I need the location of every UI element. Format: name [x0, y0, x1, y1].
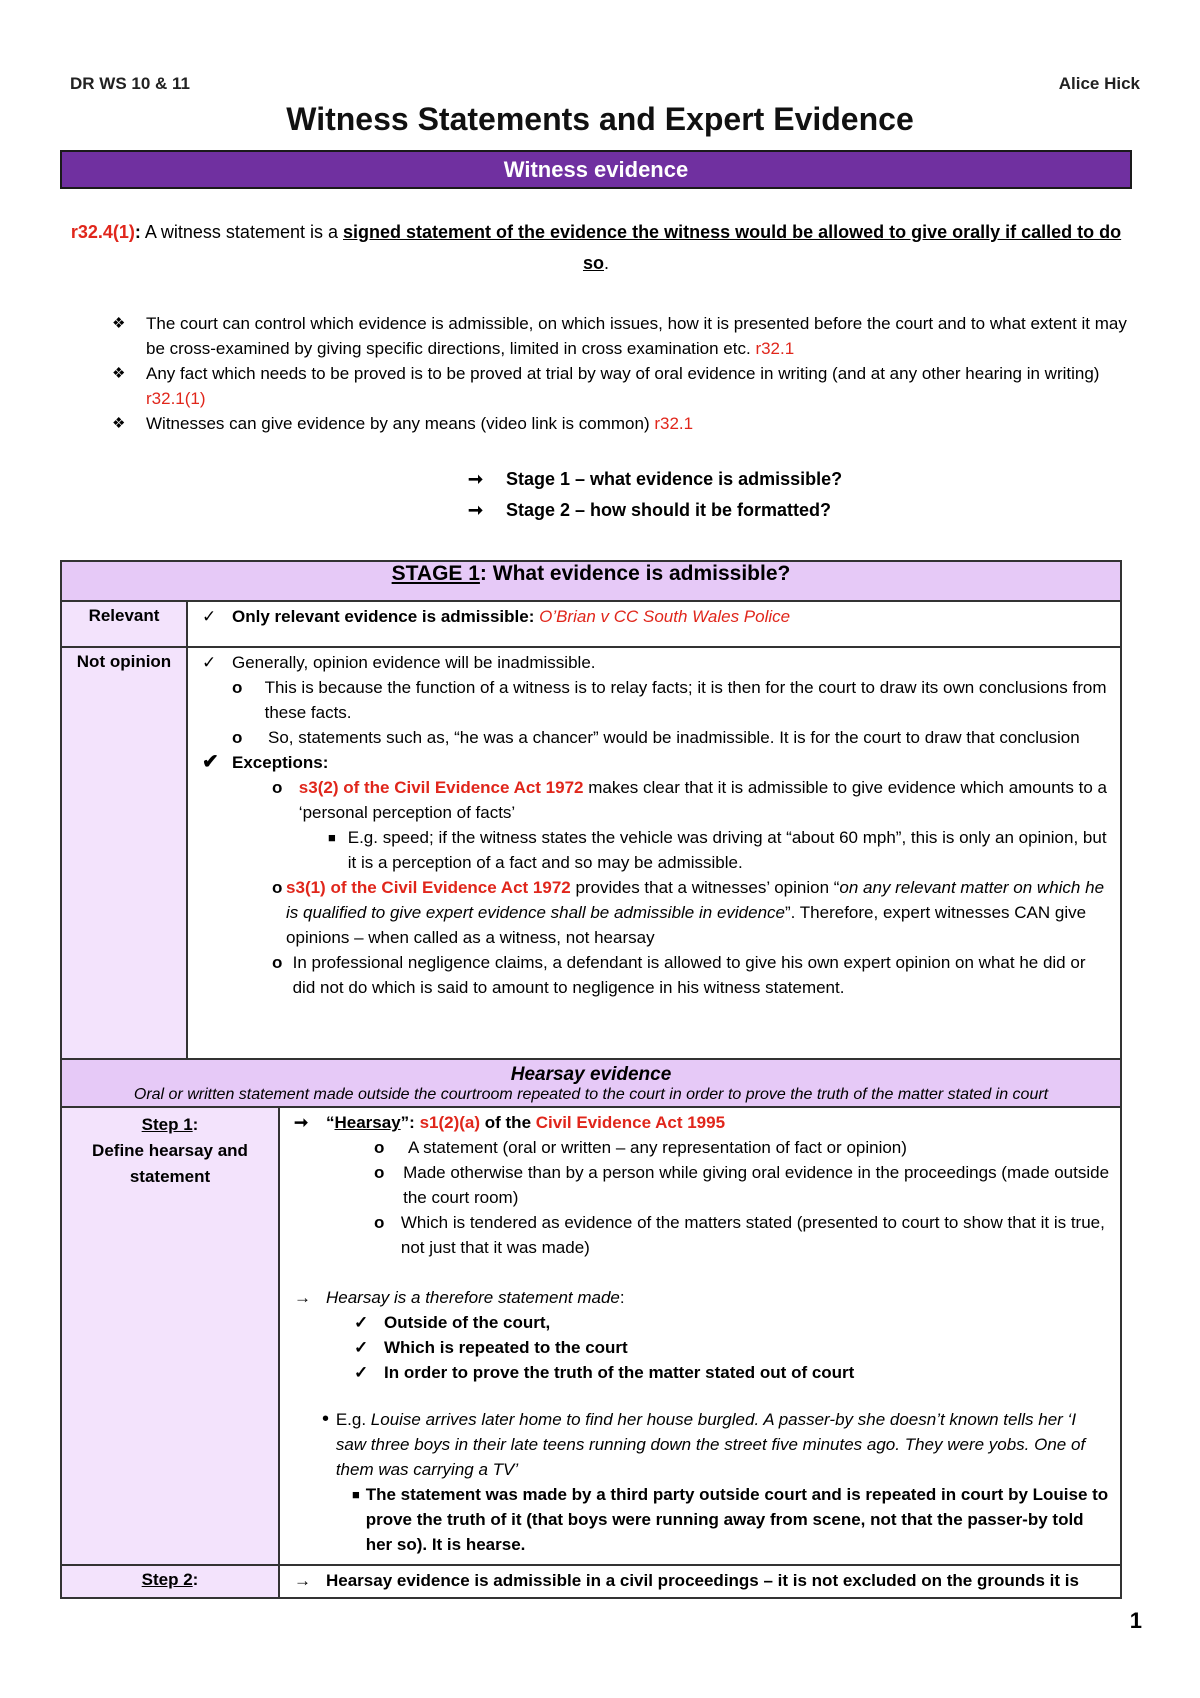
arrow-right-icon: ➞ [468, 469, 484, 489]
section-banner: Witness evidence [60, 150, 1132, 189]
relevant-label: Relevant [61, 601, 187, 647]
diamond-bullet-icon: ❖ [112, 365, 126, 382]
square-bullet-icon: ■ [328, 830, 336, 845]
check-icon: ✓ [354, 1313, 369, 1332]
diamond-bullet-icon: ❖ [112, 415, 126, 432]
definition-underlined: signed statement of the evidence the witness would be allowed to give orally if called to do so [343, 222, 1122, 273]
circle-bullet-icon: o [374, 1138, 385, 1157]
square-bullet-icon: ■ [352, 1487, 360, 1502]
stage1-heading: STAGE 1: What evidence is admissible? [61, 561, 1121, 601]
circle-bullet-icon: o [232, 728, 243, 747]
evidence-table [60, 560, 1122, 1599]
case-name: O’Brian v CC South Wales Police [539, 607, 791, 626]
page-number: 1 [1129, 1608, 1142, 1633]
circle-bullet-icon: o [232, 678, 243, 697]
circle-bullet-icon: o [374, 1213, 385, 1232]
relevant-cell: ✓ Only relevant evidence is admissible: O’Brian v CC South Wales Police [187, 601, 1121, 647]
circle-bullet-icon: o [272, 878, 283, 897]
diamond-bullet-icon: ❖ [112, 315, 126, 332]
check-icon: ✓ [354, 1363, 369, 1382]
check-icon: ✓ [202, 607, 217, 626]
definition-paragraph: r32.4(1): A witness statement is a signed statement of the evidence the witness would be allowed to give orally if called to do so. [70, 222, 1122, 273]
stage-line: ➞ Stage 1 – what evidence is admissible? [468, 469, 843, 489]
step1-label: Step 1: Define hearsay and statement [61, 1107, 279, 1565]
page-title: Witness Statements and Expert Evidence [286, 101, 914, 137]
not-opinion-label: Not opinion [61, 647, 187, 1059]
step2-label: Step 2: [61, 1565, 279, 1598]
circle-bullet-icon: o [272, 778, 283, 797]
arrow-right-icon: → [294, 1571, 311, 1590]
check-icon: ✓ [202, 653, 217, 672]
check-icon: ✓ [354, 1338, 369, 1357]
arrow-right-icon: → [294, 1288, 311, 1307]
step1-cell: ➞ “Hearsay”: s1(2)(a) of the Civil Evidence Act 1995 o A statement (oral or written – any representation of fact or opinion) o Made otherwise than by a person while giving oral evidence in the proceedings (made outside the court room) o Which is tendered as evidence of the matters stated (presented to court to show that it is true, not just that it was made) → Hearsay is a therefore statement made: ✓ Outside of the court, ✓ Which is repeated to the court ✓ In order to prove the truth of the matter stated out of court • E.g. Louise arrives later home to find her house burgled. A passer-by she doesn’t known tells her ‘I saw three boys in their late teens running down the street five minutes ago. They were yobs. One of them was carrying a TV’ ■ The statement was made by a third party outside court and is repeated in court by Louise to prove the truth of it (that boys were running away from scene, not that the passer-by told her so). It is hearse. [279, 1107, 1121, 1565]
circle-bullet-icon: o [374, 1163, 385, 1182]
header-course: DR WS 10 & 11 [70, 74, 190, 93]
hearsay-heading: Hearsay evidence Oral or written statement made outside the courtroom repeated to the court in order to prove the truth of the matter stated in court [61, 1059, 1121, 1107]
stage-line: ➞ Stage 2 – how should it be formatted? [468, 500, 832, 520]
circle-bullet-icon: o [272, 953, 283, 972]
not-opinion-cell: ✓ Generally, opinion evidence will be inadmissible. o This is because the function of a witness is to relay facts; it is then for the court to draw its own conclusions from these facts. o So, statements such as, “he was a chancer” would be inadmissible. It is for the court to draw that conclusion ✔ Exceptions: o s3(2) of the Civil Evidence Act 1972 makes clear that it is admissible to give evidence which amounts to a ‘personal perception of facts’ ■ E.g. speed; if the witness states the vehicle was driving at “about 60 mph”, this is only an opinion, but it is a perception of a fact and so may be admissible. o s3(1) of the Civil Evidence Act 1972 provides that a witnesses’ opinion “on any relevant matter on which he is qualified to give expert evidence shall be admissible in evidence”. Therefore, expert witnesses CAN give opinions – when called as a witness, not hearsay o In professional negligence claims, a defendant is allowed to give his own expert opinion on what he did or did not do which is said to amount to negligence in his witness statement. [187, 647, 1121, 1059]
definition-ref: r32.4(1) [70, 222, 135, 242]
header-author: Alice Hick [1058, 74, 1140, 93]
arrow-right-icon: ➞ [468, 500, 484, 520]
document-page: DR WS 10 & 11 Alice Hick Witness Statements and Expert Evidence Witness evidence r32.4(1): A witness statement is a signed statement of the evidence the witness would be allowed to give orally if called to do so. ❖ The court can control which evidence is admissible, on which issues, how it is presented before the court and to what extent it may be cross-examined by giving specific directions, limited in cross examination etc. r32.1 ❖ Any fact which needs to be proved is to be proved at trial by way of oral evidence in writing (and at any other hearing in writing) r32.1(1) ❖ Witnesses can give evidence by any means (video link is common) r32.1 ➞ Stage 1 – what evidence is admissible? ➞ Stage 2 – how should it be formatted? STAGE 1: What evidence is admissible? Relevant ✓ Only relevant evidence is admissible: O’Brian v CC South Wales Police Not opinion ✓ Generally, opinion evidence will be inadmissible. o This is because the function of a witness is to relay facts; it is then for the court to draw its own conclusions from these facts. o So, statements such as, “he was a chancer” would be inadmissible. It is for the court to draw that conclusion ✔ Exceptions: o s3(2) of the Civil Evidence Act 1972 makes clear that it is admissible to give evidence which amounts to a ‘personal perception of facts’ ■ E.g. speed; if the witness states the vehicle was driving at “about 60 mph”, this is only an opinion, but it is a perception of a fact and so may be admissible. o s3(1) of the Civil Evidence Act 1972 provides that a witnesses’ opinion “on any relevant matter on which he is qualified to give expert evidence shall be admissible in evidence”. Therefore, expert witnesses CAN give opinions – when called as a witness, not hearsay o In professional negligence claims, a defendant is allowed to give his own expert opinion on what he did or did not do which is said to amount to negligence in his witness statement. Hearsay evidence Oral or written statement made outside the courtroom repeated to the court in order to prove the truth of the matter stated in court Step 1: Define hearsay and statement ➞ “Hearsay”: s1(2)(a) of the Civil Evidence Act 1995 o A statement (oral or written – any representation of fact or opinion) o Made otherwise than by a person while giving oral evidence in the proceedings (made outside the court room) o Which is tendered as evidence of the matters stated (presented to court to show that it is true, not just that it was made) → Hearsay is a therefore statement made: ✓ Outside of the court, ✓ Which is repeated to the court ✓ In order to prove the truth of the matter stated out of court • E.g. Louise arrives later home to find her house burgled. A passer-by she doesn’t known tells her ‘I saw three boys in their late teens running down the street five minutes ago. They were yobs. One of them was carrying a TV’ ■ The statement was made by a third party outside court and is repeated in court by Louise to prove the truth of it (that boys were running away from scene, not that the passer-by told her so). It is hearse. Step 2: → Hearsay evidence is admissible in a civil proceedings – it is not excluded on the grounds it is 1 [0, 0, 1200, 1698]
arrow-right-icon: ➞ [294, 1113, 309, 1132]
step2-cell: → Hearsay evidence is admissible in a civil proceedings – it is not excluded on the grounds it is [279, 1565, 1121, 1598]
dot-bullet-icon: • [322, 1408, 330, 1430]
check-icon: ✔ [202, 751, 219, 773]
